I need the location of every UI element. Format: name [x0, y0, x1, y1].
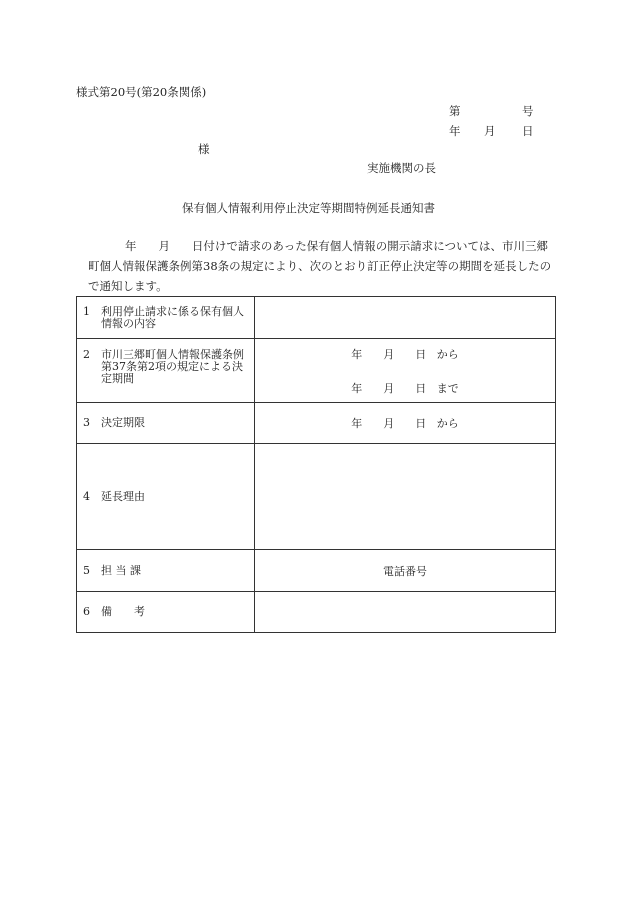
table-row	[77, 297, 556, 339]
body-paragraph	[88, 236, 558, 296]
row-label-text: 備 考	[101, 605, 145, 618]
row-number: 1	[83, 304, 90, 318]
form-number: 様式第20号(第20条関係)	[76, 85, 207, 99]
date-month: 月	[484, 124, 496, 138]
addressee-suffix: 様	[198, 142, 210, 156]
from-day: 日	[415, 347, 427, 361]
deadline-day: 日	[415, 417, 427, 430]
row-value	[255, 444, 556, 550]
from-month: 月	[383, 347, 395, 361]
row-label	[77, 592, 255, 633]
row-label-text: 利用停止請求に係る保有個人情報の内容	[101, 304, 244, 330]
date-day: 日	[522, 124, 534, 138]
doc-number-prefix: 第	[449, 104, 461, 118]
row-label-text: 担 当 課	[101, 563, 141, 577]
row-label-text: 延長理由	[101, 489, 145, 503]
row-label-text: 市川三郷町個人情報保護条例第37条第2項の規定による決定期間	[101, 347, 244, 385]
body-year: 年	[125, 239, 137, 253]
doc-number-suffix: 号	[522, 104, 534, 118]
row-number: 4	[83, 489, 90, 503]
row-label	[77, 403, 255, 444]
sender: 実施機関の長	[367, 161, 436, 175]
from-suffix: から	[436, 347, 459, 361]
from-year: 年	[351, 347, 363, 361]
body-month: 月	[158, 239, 170, 253]
row-number: 5	[83, 563, 90, 577]
row-label	[77, 339, 255, 403]
phone-number-label: 電話番号	[255, 550, 556, 592]
body-text: 日付けで請求のあった保有個人情報の開示請求については、市川三郷町個人情報保護条例第38条の規定により、次のとおり訂正停止決定等の期間を延長したので通知します。	[88, 239, 552, 293]
deadline-cell	[255, 403, 556, 444]
deadline-year: 年	[351, 417, 363, 430]
to-day: 日	[415, 381, 427, 395]
notice-table	[76, 296, 556, 633]
to-month: 月	[383, 381, 395, 395]
decision-period-cell	[255, 339, 556, 403]
row-number: 6	[83, 605, 90, 618]
row-label	[77, 550, 255, 592]
row-number: 3	[83, 416, 90, 429]
row-label-text: 決定期限	[101, 416, 145, 429]
table-row	[77, 403, 556, 444]
page-title: 保有個人情報利用停止決定等期間特例延長通知書	[182, 201, 435, 215]
row-number: 2	[83, 347, 90, 361]
deadline-suffix: から	[436, 417, 459, 430]
table-row	[77, 444, 556, 550]
row-value	[255, 592, 556, 633]
table-row	[77, 339, 556, 403]
table-row	[77, 550, 556, 592]
deadline-month: 月	[383, 417, 395, 430]
to-year: 年	[351, 381, 363, 395]
to-suffix: まで	[436, 381, 459, 395]
table-row	[77, 592, 556, 633]
date-year: 年	[449, 124, 461, 138]
row-label	[77, 444, 255, 550]
row-label	[77, 297, 255, 339]
row-value	[255, 297, 556, 339]
